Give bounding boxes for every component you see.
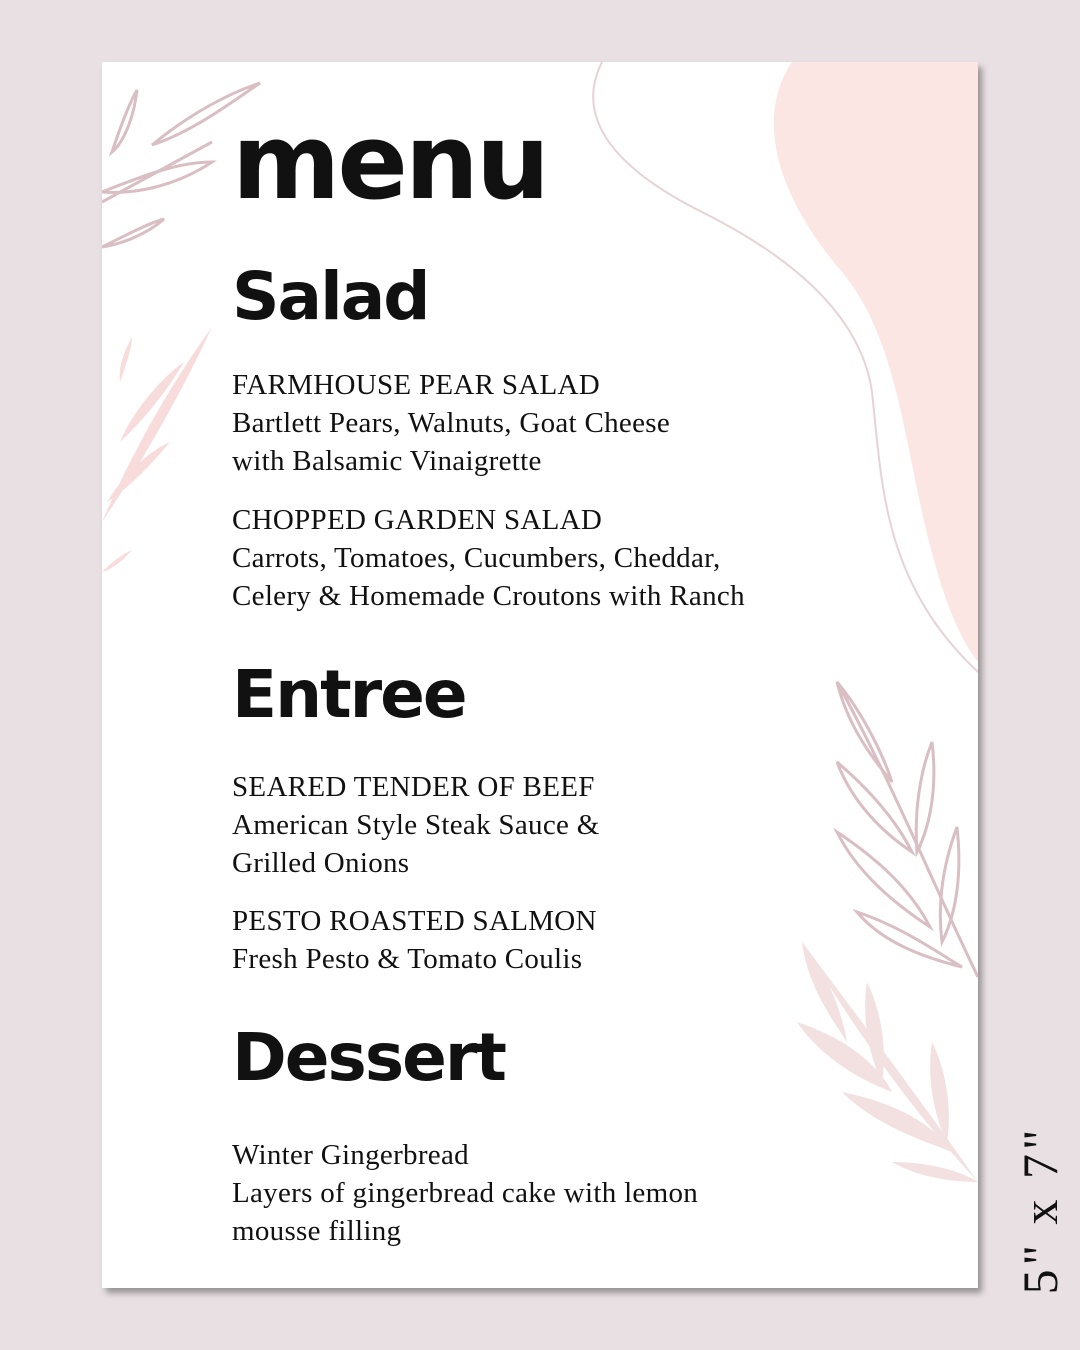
item-description-line: Bartlett Pears, Walnuts, Goat Cheese	[232, 407, 670, 439]
leaf-branch-filled-left-icon	[102, 327, 212, 572]
menu-item	[232, 768, 600, 882]
section-heading-salad: Salad	[232, 258, 429, 335]
item-description-line: Fresh Pesto & Tomato Coulis	[232, 943, 583, 975]
item-description-line: with Balsamic Vinaigrette	[232, 445, 542, 477]
item-description-line: mousse filling	[232, 1215, 402, 1247]
section-heading-dessert: Dessert	[232, 1019, 505, 1096]
item-name: Winter Gingerbread	[232, 1139, 469, 1171]
pink-blob-shape	[774, 62, 978, 662]
item-name: PESTO ROASTED SALMON	[232, 905, 597, 937]
size-label: 5" x 7"	[1012, 1125, 1068, 1295]
item-description-line: Layers of gingerbread cake with lemon	[232, 1177, 699, 1209]
item-description-line: Celery & Homemade Croutons with Ranch	[232, 580, 745, 612]
menu-item	[232, 366, 670, 480]
leaf-branch-outline-right-icon	[837, 682, 978, 977]
menu-title: menu	[232, 101, 547, 223]
menu-item	[232, 1136, 698, 1250]
item-name: SEARED TENDER OF BEEF	[232, 771, 595, 803]
item-name: CHOPPED GARDEN SALAD	[232, 504, 603, 536]
menu-item	[232, 902, 597, 978]
menu-item	[232, 501, 745, 615]
item-description-line: American Style Steak Sauce &	[232, 809, 600, 841]
item-description-line: Carrots, Tomatoes, Cucumbers, Cheddar,	[232, 542, 721, 574]
item-name: FARMHOUSE PEAR SALAD	[232, 369, 601, 401]
item-description-line: Grilled Onions	[232, 847, 410, 879]
leaf-branch-filled-right-icon	[797, 942, 978, 1182]
menu-card	[102, 62, 978, 1288]
section-heading-entree: Entree	[232, 656, 466, 733]
